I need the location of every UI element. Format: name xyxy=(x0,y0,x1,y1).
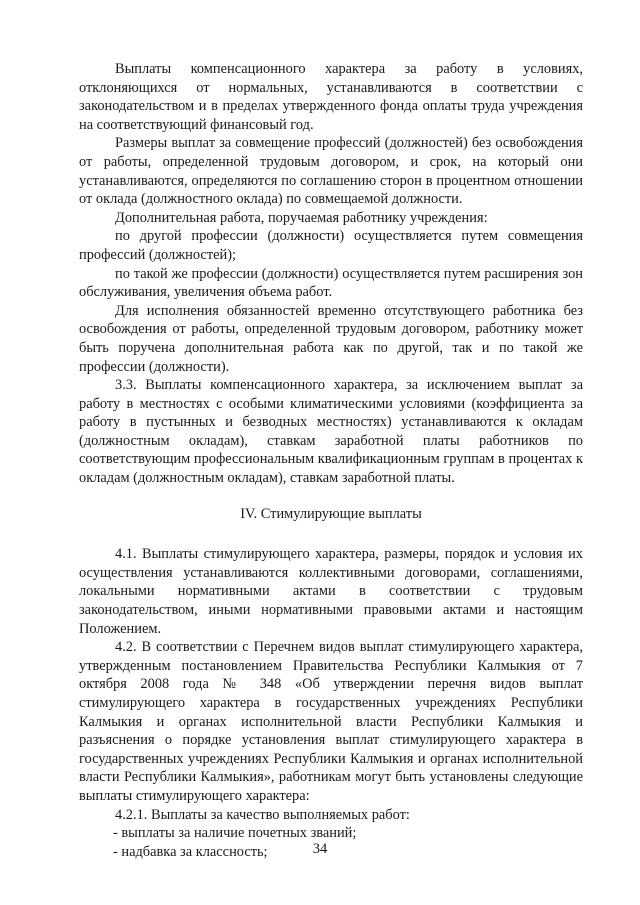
paragraph-additional-work: Дополнительная работа, поручаемая работнику учреждения: xyxy=(115,209,488,226)
paragraph-4-2: 4.2. В соответствии с Перечнем видов выплат стимулирующего характера, утвержденным постановлением Правительства Республики Калмыкия от 7 октября 2008 года № 348 «Об утверждении перечня видов выплат стимулирующего характера в государственных учреждениях Республики Калмыкия и органах исполнительной власти Республики Калмыкия и разъяснения о порядке установления выплат стимулирующего характера в государственных учреждениях Республики Калмыкия и органах исполнительной власти Республики Калмыкия», работникам могут быть установлены следующие выплаты стимулирующего характера: xyxy=(79,639,583,804)
document-page xyxy=(79,60,583,861)
paragraph-absent-employee: Для исполнения обязанностей временно отсутствующего работника без освобождения от работы, определенной трудовым договором, работнику может быть поручена дополнительная работа как по другой, так и по такой же профессии (должности). xyxy=(79,302,583,375)
section-heading: IV. Стимулирующие выплаты xyxy=(240,505,422,522)
paragraph-3-3: 3.3. Выплаты компенсационного характера, за исключением выплат за работу в местностях с особыми климатическими условиями (коэффициента за работу в пустынных и безводных местностях) устанавливаются к окладам (должностным окладам), ставкам заработной платы работников по соответствующим профессиональным квалификационным группам в процентах к окладам (должностным окладам), ставкам заработной платы. xyxy=(79,377,583,487)
list-item-honorary-titles: - выплаты за наличие почетных званий; xyxy=(113,825,357,842)
paragraph-4-2-1: 4.2.1. Выплаты за качество выполняемых работ: xyxy=(115,806,410,823)
list-item-class-bonus: - надбавка за классность; xyxy=(113,843,268,860)
paragraph-same-profession: по такой же профессии (должности) осуществляется путем расширения зон обслуживания, увеличения объема работ. xyxy=(79,265,583,301)
paragraph-4-1: 4.1. Выплаты стимулирующего характера, размеры, порядок и условия их осуществления устанавливаются коллективными договорами, соглашениями, локальными нормативными актами в соответствии с трудовым законодательством, иными нормативными правовыми актами и настоящим Положением. xyxy=(79,546,583,637)
paragraph-other-profession: по другой профессии (должности) осуществляется путем совмещения профессий (должностей); xyxy=(79,228,583,263)
paragraph-compensation-conditions: Выплаты компенсационного характера за работу в условиях, отклоняющихся от нормальных, устанавливаются в соответствии с законодательством и в пределах утвержденного фонда оплаты труда учреждения на соответствующий финансовый год. xyxy=(79,61,583,133)
page-number: 34 xyxy=(312,841,328,857)
paragraph-combining-professions: Размеры выплат за совмещение профессий (должностей) без освобождения от работы, определенной трудовым договором, и срок, на который они устанавливаются, определяются по соглашению сторон в процентном отношении от оклада (должностного оклада) по совмещаемой должности. xyxy=(79,135,583,208)
